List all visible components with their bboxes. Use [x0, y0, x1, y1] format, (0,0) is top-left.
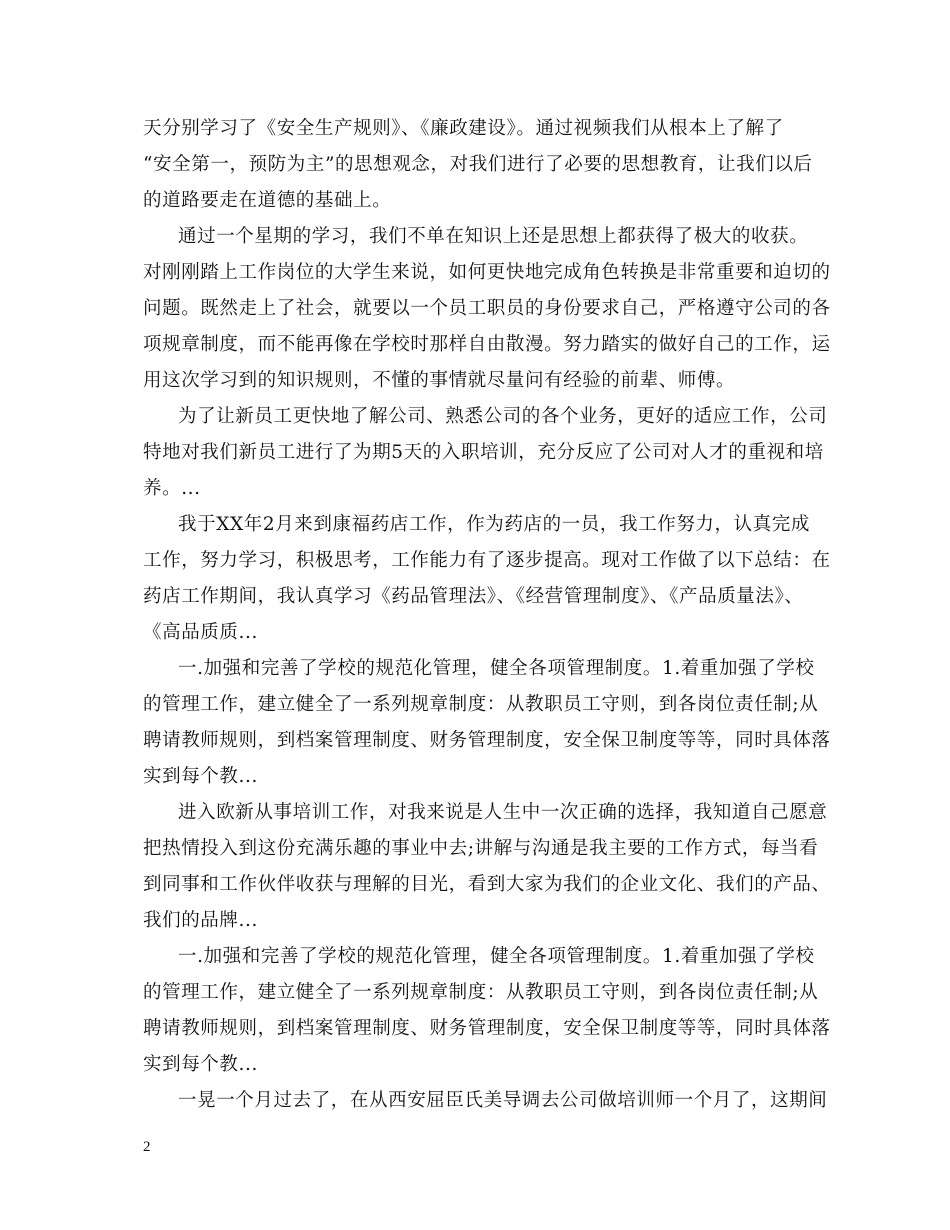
paragraph-first-line: 我于XX年2月来到康福药店工作，作为药店的一员，我工作努力，认真完成 — [178, 514, 811, 535]
paragraph-first-line: 通过一个星期的学习，我们不单在知识上还是思想上都获得了极大的收获。 — [178, 226, 809, 247]
text-line: 天分别学习了《安全生产规则》、《廉政建设》。通过视频我们从根本上了解了 — [143, 118, 784, 139]
text-line: 聘请教师规则，到档案管理制度、财务管理制度，安全保卫制度等等，同时具体落 — [143, 730, 831, 751]
text-line: 的道路要走在道德的基础上。 — [143, 190, 392, 211]
text-line: 药店工作期间，我认真学习《药品管理法》、《经营管理制度》、《产品质量法》、 — [143, 586, 804, 607]
text-line: 把热情投入到这份充满乐趣的事业中去;讲解与沟通是我主要的工作方式，每当看 — [143, 838, 819, 859]
text-line: 聘请教师规则，到档案管理制度、财务管理制度，安全保卫制度等等，同时具体落 — [143, 1018, 831, 1039]
text-line: 用这次学习到的知识规则，不懂的事情就尽量问有经验的前辈、师傅。 — [143, 370, 736, 391]
text-line: 的管理工作，建立健全了一系列规章制度：从教职员工守则，到各岗位责任制;从 — [143, 694, 819, 715]
paragraph-first-line: 一.加强和完善了学校的规范化管理，健全各项管理制度。1.着重加强了学校 — [178, 946, 815, 967]
text-line: 工作，努力学习，积极思考，工作能力有了逐步提高。现对工作做了以下总结：在 — [143, 550, 831, 571]
page-number: 2 — [143, 1139, 151, 1155]
paragraph-first-line: 一.加强和完善了学校的规范化管理，健全各项管理制度。1.着重加强了学校 — [178, 658, 815, 679]
text-line: 项规章制度，而不能再像在学校时那样自由散漫。努力踏实的做好自己的工作，运 — [143, 334, 831, 355]
text-line: 实到每个教... — [143, 766, 258, 787]
text-line: 问题。既然走上了社会，就要以一个员工职员的身份要求自己，严格遵守公司的各 — [143, 298, 831, 319]
text-line: 养。... — [143, 478, 201, 499]
text-line: 实到每个教... — [143, 1054, 258, 1075]
text-line: 到同事和工作伙伴收获与理解的目光，看到大家为我们的企业文化、我们的产品、 — [143, 874, 831, 895]
text-line: 对刚刚踏上工作岗位的大学生来说，如何更快地完成角色转换是非常重要和迫切的 — [143, 262, 831, 283]
paragraph-first-line: 进入欧新从事培训工作，对我来说是人生中一次正确的选择，我知道自己愿意 — [178, 802, 828, 823]
text-line: 特地对我们新员工进行了为期5天的入职培训，充分反应了公司对人才的重视和培 — [143, 442, 824, 463]
text-line: “安全第一，预防为主”的思想观念，对我们进行了必要的思想教育，让我们以后 — [143, 154, 813, 175]
text-line: 的管理工作，建立健全了一系列规章制度：从教职员工守则，到各岗位责任制;从 — [143, 982, 819, 1003]
paragraph-first-line: 一晃一个月过去了，在从西安屈臣氏美导调去公司做培训师一个月了，这期间 — [178, 1090, 828, 1111]
paragraph-first-line: 为了让新员工更快地了解公司、熟悉公司的各个业务，更好的适应工作，公司 — [178, 406, 828, 427]
text-line: 《高品质质... — [143, 622, 258, 643]
text-line: 我们的品牌... — [143, 910, 258, 931]
